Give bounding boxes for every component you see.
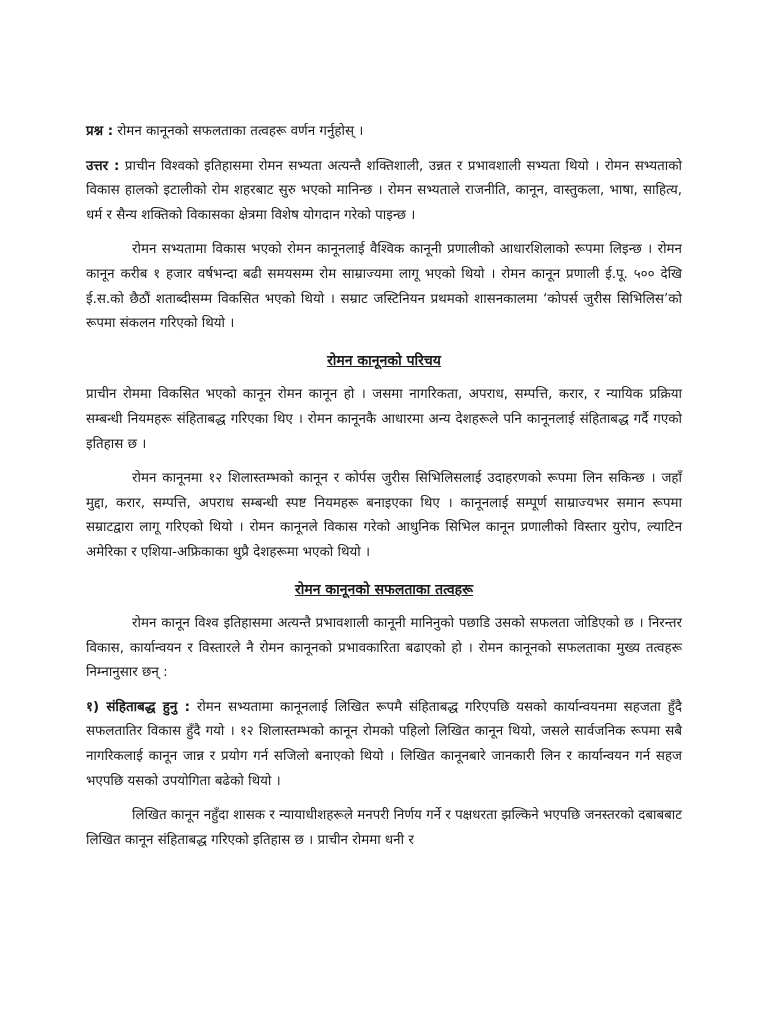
factor-item-1-text: रोमन सभ्यतामा कानूनलाई लिखित रूपमै संहिताबद्ध गरिएपछि यसको कार्यान्वयनमा सहजता हुँदै सफलतातिर विकास हुँदै गयो । १२ शिलास्तम्भको कानून रोमको पहिलो लिखित कानून थियो, जसले सार्वजनिक रूपमा सबै नागरिकलाई कानून जान्न र प्रयोग गर्न सजिलो बनाएको थियो । लिखित कानूनबारे जानकारी लिन र कार्यान्वयन गर्न सहज भएपछि यसको उपयोगिता बढेको थियो ।	[86, 699, 682, 789]
success-factors-paragraph-2: लिखित कानून नहुँदा शासक र न्यायाधीशहरूले मनपरी निर्णय गर्ने र पक्षधरता झल्किने भएपछि जनस्तरको दबाबबाट लिखित कानून संहिताबद्ध गरिएको इतिहास छ । प्राचीन रोममा धनी र	[86, 808, 682, 848]
section-heading-introduction: रोमन कानूनको परिचय	[327, 352, 441, 369]
factor-item-1	[86, 696, 682, 794]
question-line	[86, 120, 682, 145]
answer-text: प्राचीन विश्वको इतिहासमा रोमन सभ्यता अत्यन्तै शक्तिशाली, उन्नत र प्रभावशाली सभ्यता थियो । रोमन सभ्यताको विकास हालको इटालीको रोम शहरबाट सुरु भएको मानिन्छ । रोमन सभ्यताले राजनीति, कानून, वास्तुकला, भाषा, साहित्य, धर्म र सैन्य शक्तिको विकासका क्षेत्रमा विशेष योगदान गरेको पाइन्छ ।	[86, 158, 682, 223]
introduction-paragraph-2: रोमन कानूनमा १२ शिलास्तम्भको कानून र कोर्पस जुरीस सिभिलिसलाई उदाहरणको रूपमा लिन सकिन्छ । जहाँ मुद्दा, करार, सम्पत्ति, अपराध सम्बन्धी स्पष्ट नियमहरू बनाइएका थिए । कानूनलाई सम्पूर्ण साम्राज्यभर समान रूपमा सम्राटद्वारा लागू गरिएको थियो । रोमन कानूनले विकास गरेको आधुनिक सिभिल कानून प्रणालीको विस्तार युरोप, ल्याटिन अमेरिका र एशिया-अफ्रिकाका थुप्रै देशहरूमा भएको थियो ।	[86, 471, 682, 560]
introduction-paragraph-1: प्राचीन रोममा विकसित भएको कानून रोमन कानून हो । जसमा नागरिकता, अपराध, सम्पत्ति, करार, र न्यायिक प्रक्रिया सम्बन्धी नियमहरू संहिताबद्ध गरिएका थिए । रोमन कानूनकै आधारमा अन्य देशहरूले पनि कानूनलाई संहिताबद्ध गर्दै गएको इतिहास छ ।	[86, 387, 682, 452]
document-body	[86, 120, 682, 853]
answer-paragraph	[86, 155, 682, 229]
intro-paragraph: रोमन सभ्यतामा विकास भएको रोमन कानूनलाई वैश्विक कानूनी प्रणालीको आधारशिलाको रूपमा लिइन्छ । रोमन कानून करीब १ हजार वर्षभन्दा बढी समयसम्म रोम साम्राज्यमा लागू भएको थियो । रोमन कानून प्रणाली ई.पू. ५०० देखि ई.स.को छैठौं शताब्दीसम्म विकसित भएको थियो । सम्राट जस्टिनियन प्रथमको शासनकालमा ‘कोपर्स जुरीस सिभिलिस’को रूपमा संकलन गरिएको थियो ।	[86, 242, 682, 332]
question-label: प्रश्न :	[86, 124, 114, 139]
answer-label: उत्तर :	[86, 158, 120, 174]
section-heading-success-factors: रोमन कानूनको सफलताका तत्वहरू	[295, 581, 473, 598]
question-text: रोमन कानूनको सफलताका तत्वहरू वर्णन गर्नुहोस् ।	[113, 124, 364, 139]
factor-item-1-label: १) संहिताबद्ध हुनु :	[86, 699, 190, 715]
success-factors-paragraph-1: रोमन कानून विश्व इतिहासमा अत्यन्तै प्रभावशाली कानूनी मानिनुको पछाडि उसको सफलता जोडिएको छ । निरन्तर विकास, कार्यान्वयन र विस्तारले नै रोमन कानूनको प्रभावकारिता बढाएको हो । रोमन कानूनको सफलताका मुख्य तत्वहरू निम्नानुसार छन् :	[86, 616, 682, 681]
